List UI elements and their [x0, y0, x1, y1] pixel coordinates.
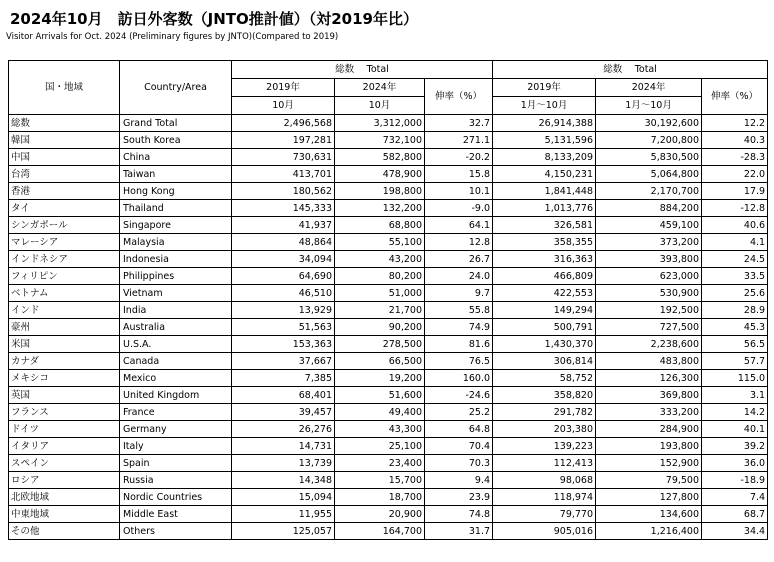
cell-oct-2024: 164,700 — [335, 523, 425, 540]
cell-ytd-2024: 2,170,700 — [596, 183, 702, 200]
cell-ytd-2019: 149,294 — [493, 302, 596, 319]
table-row — [9, 472, 768, 489]
header-cumulative-2019-period: 1月～10月 — [493, 97, 596, 115]
cell-oct-2019: 153,363 — [232, 336, 335, 353]
table-row — [9, 319, 768, 336]
cell-country-en: South Korea — [120, 132, 232, 149]
cell-oct-2019: 180,562 — [232, 183, 335, 200]
table-row — [9, 421, 768, 438]
table-row — [9, 336, 768, 353]
cell-country-jp: スペイン — [9, 455, 120, 472]
cell-oct-2024: 43,300 — [335, 421, 425, 438]
cell-ytd-2019: 8,133,209 — [493, 149, 596, 166]
header-cumulative-2024-year: 2024年 — [596, 79, 702, 97]
cell-ytd-growth: -28.3 — [702, 149, 768, 166]
cell-ytd-2024: 5,064,800 — [596, 166, 702, 183]
cell-oct-growth: 32.7 — [425, 115, 493, 132]
cell-country-jp: 台湾 — [9, 166, 120, 183]
cell-country-en: Thailand — [120, 200, 232, 217]
cell-ytd-2024: 884,200 — [596, 200, 702, 217]
cell-country-jp: フランス — [9, 404, 120, 421]
cell-oct-2024: 23,400 — [335, 455, 425, 472]
cell-country-jp: 英国 — [9, 387, 120, 404]
cell-oct-2019: 730,631 — [232, 149, 335, 166]
cell-ytd-2024: 134,600 — [596, 506, 702, 523]
cell-ytd-growth: 36.0 — [702, 455, 768, 472]
cell-oct-2019: 48,864 — [232, 234, 335, 251]
cell-ytd-2024: 530,900 — [596, 285, 702, 302]
cell-ytd-growth: 7.4 — [702, 489, 768, 506]
cell-ytd-2024: 79,500 — [596, 472, 702, 489]
cell-country-jp: インド — [9, 302, 120, 319]
cell-oct-growth: 160.0 — [425, 370, 493, 387]
header-cumulative-growth: 伸率（%） — [702, 79, 768, 115]
cell-ytd-2019: 98,068 — [493, 472, 596, 489]
cell-ytd-growth: 40.1 — [702, 421, 768, 438]
cell-country-en: Singapore — [120, 217, 232, 234]
cell-oct-2019: 37,667 — [232, 353, 335, 370]
cell-oct-2019: 13,929 — [232, 302, 335, 319]
cell-country-jp: カナダ — [9, 353, 120, 370]
cell-ytd-2024: 127,800 — [596, 489, 702, 506]
cell-country-jp: 韓国 — [9, 132, 120, 149]
cell-ytd-2024: 126,300 — [596, 370, 702, 387]
cell-oct-growth: 24.0 — [425, 268, 493, 285]
cell-oct-2019: 413,701 — [232, 166, 335, 183]
cell-country-en: France — [120, 404, 232, 421]
cell-ytd-growth: 4.1 — [702, 234, 768, 251]
cell-oct-growth: 74.9 — [425, 319, 493, 336]
cell-ytd-growth: 39.2 — [702, 438, 768, 455]
cell-ytd-2024: 483,800 — [596, 353, 702, 370]
cell-ytd-growth: 17.9 — [702, 183, 768, 200]
header-month-2019-period: 10月 — [232, 97, 335, 115]
cell-oct-growth: 64.1 — [425, 217, 493, 234]
cell-ytd-growth: 28.9 — [702, 302, 768, 319]
table-row — [9, 149, 768, 166]
cell-country-en: Russia — [120, 472, 232, 489]
table-row — [9, 404, 768, 421]
cell-oct-2019: 46,510 — [232, 285, 335, 302]
header-month-2024-year: 2024年 — [335, 79, 425, 97]
table-row — [9, 506, 768, 523]
cell-ytd-growth: 3.1 — [702, 387, 768, 404]
cell-oct-growth: -9.0 — [425, 200, 493, 217]
cell-ytd-2019: 326,581 — [493, 217, 596, 234]
cell-country-en: China — [120, 149, 232, 166]
cell-ytd-2019: 118,974 — [493, 489, 596, 506]
cell-ytd-2024: 373,200 — [596, 234, 702, 251]
cell-oct-growth: -20.2 — [425, 149, 493, 166]
table-row — [9, 200, 768, 217]
cell-ytd-2019: 26,914,388 — [493, 115, 596, 132]
cell-oct-2019: 7,385 — [232, 370, 335, 387]
cell-country-en: Vietnam — [120, 285, 232, 302]
cell-country-jp: ドイツ — [9, 421, 120, 438]
cell-oct-2019: 26,276 — [232, 421, 335, 438]
cell-ytd-growth: 24.5 — [702, 251, 768, 268]
cell-ytd-2019: 422,553 — [493, 285, 596, 302]
cell-oct-growth: 9.4 — [425, 472, 493, 489]
cell-ytd-growth: 25.6 — [702, 285, 768, 302]
cell-oct-2024: 49,400 — [335, 404, 425, 421]
cell-oct-growth: 271.1 — [425, 132, 493, 149]
cell-ytd-2019: 905,016 — [493, 523, 596, 540]
page-title: 2024年10月 訪日外客数（JNTO推計値）（対2019年比） — [10, 10, 418, 28]
cell-country-en: Indonesia — [120, 251, 232, 268]
cell-oct-2024: 198,800 — [335, 183, 425, 200]
cell-country-jp: 中東地域 — [9, 506, 120, 523]
cell-ytd-growth: 12.2 — [702, 115, 768, 132]
cell-oct-growth: 12.8 — [425, 234, 493, 251]
table-row — [9, 166, 768, 183]
cell-country-en: Spain — [120, 455, 232, 472]
table-row — [9, 268, 768, 285]
cell-country-en: Nordic Countries — [120, 489, 232, 506]
cell-ytd-2024: 7,200,800 — [596, 132, 702, 149]
cell-oct-2024: 55,100 — [335, 234, 425, 251]
cell-country-jp: メキシコ — [9, 370, 120, 387]
cell-ytd-growth: -12.8 — [702, 200, 768, 217]
cell-oct-2024: 20,900 — [335, 506, 425, 523]
cell-country-jp: インドネシア — [9, 251, 120, 268]
cell-country-en: Taiwan — [120, 166, 232, 183]
cell-ytd-growth: 22.0 — [702, 166, 768, 183]
table-row — [9, 234, 768, 251]
cell-oct-2019: 13,739 — [232, 455, 335, 472]
header-month-2024-period: 10月 — [335, 97, 425, 115]
table-row — [9, 489, 768, 506]
cell-ytd-2019: 58,752 — [493, 370, 596, 387]
cell-country-en: Italy — [120, 438, 232, 455]
cell-oct-growth: 74.8 — [425, 506, 493, 523]
cell-country-jp: ベトナム — [9, 285, 120, 302]
cell-oct-growth: 15.8 — [425, 166, 493, 183]
header-month-growth: 伸率（%） — [425, 79, 493, 115]
page-subtitle: Visitor Arrivals for Oct. 2024 (Preliminary figures by JNTO)(Compared to 2019) — [6, 32, 339, 42]
header-country-jp: 国・地域 — [9, 61, 120, 115]
table-row — [9, 455, 768, 472]
cell-oct-2024: 80,200 — [335, 268, 425, 285]
cell-ytd-2019: 1,013,776 — [493, 200, 596, 217]
header-country-en: Country/Area — [120, 61, 232, 115]
cell-oct-growth: 31.7 — [425, 523, 493, 540]
cell-ytd-growth: -18.9 — [702, 472, 768, 489]
cell-oct-2024: 278,500 — [335, 336, 425, 353]
table-row — [9, 251, 768, 268]
cell-oct-2019: 11,955 — [232, 506, 335, 523]
cell-ytd-2019: 306,814 — [493, 353, 596, 370]
cell-ytd-2024: 727,500 — [596, 319, 702, 336]
table-row — [9, 217, 768, 234]
cell-oct-growth: 81.6 — [425, 336, 493, 353]
cell-oct-growth: 76.5 — [425, 353, 493, 370]
cell-oct-2019: 2,496,568 — [232, 115, 335, 132]
cell-oct-growth: 9.7 — [425, 285, 493, 302]
cell-country-en: U.S.A. — [120, 336, 232, 353]
cell-oct-growth: 10.1 — [425, 183, 493, 200]
cell-ytd-2019: 316,363 — [493, 251, 596, 268]
cell-ytd-growth: 14.2 — [702, 404, 768, 421]
cell-ytd-2019: 466,809 — [493, 268, 596, 285]
cell-oct-2024: 582,800 — [335, 149, 425, 166]
cell-country-jp: シンガポール — [9, 217, 120, 234]
cell-oct-growth: 55.8 — [425, 302, 493, 319]
cell-country-jp: 豪州 — [9, 319, 120, 336]
cell-country-en: Others — [120, 523, 232, 540]
cell-oct-2019: 145,333 — [232, 200, 335, 217]
cell-country-jp: ロシア — [9, 472, 120, 489]
cell-oct-growth: 26.7 — [425, 251, 493, 268]
cell-ytd-2024: 5,830,500 — [596, 149, 702, 166]
cell-ytd-2019: 358,820 — [493, 387, 596, 404]
cell-ytd-2024: 152,900 — [596, 455, 702, 472]
cell-country-en: India — [120, 302, 232, 319]
cell-oct-2024: 90,200 — [335, 319, 425, 336]
cell-ytd-2019: 112,413 — [493, 455, 596, 472]
cell-country-en: Canada — [120, 353, 232, 370]
table-row — [9, 523, 768, 540]
cell-oct-growth: 70.3 — [425, 455, 493, 472]
cell-oct-2024: 132,200 — [335, 200, 425, 217]
cell-ytd-2019: 79,770 — [493, 506, 596, 523]
cell-oct-2024: 43,200 — [335, 251, 425, 268]
cell-ytd-2024: 192,500 — [596, 302, 702, 319]
cell-ytd-2019: 203,380 — [493, 421, 596, 438]
cell-ytd-growth: 115.0 — [702, 370, 768, 387]
cell-oct-growth: 64.8 — [425, 421, 493, 438]
cell-oct-2019: 51,563 — [232, 319, 335, 336]
cell-oct-growth: 23.9 — [425, 489, 493, 506]
cell-oct-2024: 21,700 — [335, 302, 425, 319]
cell-country-jp: 総数 — [9, 115, 120, 132]
table-row — [9, 438, 768, 455]
header-month-2019-year: 2019年 — [232, 79, 335, 97]
cell-ytd-growth: 57.7 — [702, 353, 768, 370]
cell-ytd-growth: 34.4 — [702, 523, 768, 540]
cell-oct-2024: 51,000 — [335, 285, 425, 302]
cell-oct-2024: 66,500 — [335, 353, 425, 370]
cell-oct-2019: 14,731 — [232, 438, 335, 455]
table-row — [9, 387, 768, 404]
header-cumulative-2019-year: 2019年 — [493, 79, 596, 97]
cell-ytd-2019: 1,841,448 — [493, 183, 596, 200]
cell-oct-2024: 3,312,000 — [335, 115, 425, 132]
cell-ytd-2024: 623,000 — [596, 268, 702, 285]
cell-country-jp: 北欧地域 — [9, 489, 120, 506]
cell-country-en: Grand Total — [120, 115, 232, 132]
cell-oct-2019: 14,348 — [232, 472, 335, 489]
cell-ytd-2024: 393,800 — [596, 251, 702, 268]
cell-oct-2024: 19,200 — [335, 370, 425, 387]
cell-ytd-2024: 284,900 — [596, 421, 702, 438]
cell-country-jp: 中国 — [9, 149, 120, 166]
cell-country-jp: イタリア — [9, 438, 120, 455]
cell-country-en: Hong Kong — [120, 183, 232, 200]
cell-country-en: Germany — [120, 421, 232, 438]
table-row — [9, 370, 768, 387]
cell-oct-2019: 125,057 — [232, 523, 335, 540]
cell-country-en: United Kingdom — [120, 387, 232, 404]
cell-ytd-growth: 33.5 — [702, 268, 768, 285]
cell-oct-2024: 18,700 — [335, 489, 425, 506]
cell-oct-2024: 51,600 — [335, 387, 425, 404]
table-row — [9, 115, 768, 132]
table-row — [9, 353, 768, 370]
cell-oct-2024: 15,700 — [335, 472, 425, 489]
cell-country-jp: その他 — [9, 523, 120, 540]
cell-oct-growth: 70.4 — [425, 438, 493, 455]
table-row — [9, 285, 768, 302]
cell-oct-growth: 25.2 — [425, 404, 493, 421]
cell-oct-growth: -24.6 — [425, 387, 493, 404]
cell-ytd-2019: 4,150,231 — [493, 166, 596, 183]
table-row — [9, 132, 768, 149]
cell-country-en: Malaysia — [120, 234, 232, 251]
cell-country-jp: 香港 — [9, 183, 120, 200]
cell-country-en: Middle East — [120, 506, 232, 523]
cell-ytd-2024: 1,216,400 — [596, 523, 702, 540]
cell-country-jp: フィリピン — [9, 268, 120, 285]
cell-ytd-growth: 68.7 — [702, 506, 768, 523]
cell-country-en: Australia — [120, 319, 232, 336]
cell-ytd-2024: 30,192,600 — [596, 115, 702, 132]
cell-ytd-growth: 56.5 — [702, 336, 768, 353]
cell-ytd-2019: 291,782 — [493, 404, 596, 421]
cell-country-en: Philippines — [120, 268, 232, 285]
header-cumulative-2024-period: 1月～10月 — [596, 97, 702, 115]
cell-oct-2019: 64,690 — [232, 268, 335, 285]
cell-ytd-2019: 500,791 — [493, 319, 596, 336]
cell-country-jp: マレーシア — [9, 234, 120, 251]
cell-country-en: Mexico — [120, 370, 232, 387]
cell-ytd-2024: 2,238,600 — [596, 336, 702, 353]
cell-ytd-2019: 358,355 — [493, 234, 596, 251]
cell-oct-2024: 478,900 — [335, 166, 425, 183]
cell-oct-2024: 732,100 — [335, 132, 425, 149]
table-body — [9, 115, 768, 540]
cell-ytd-2024: 333,200 — [596, 404, 702, 421]
cell-oct-2019: 34,094 — [232, 251, 335, 268]
cell-oct-2024: 68,800 — [335, 217, 425, 234]
cell-ytd-growth: 45.3 — [702, 319, 768, 336]
visitor-arrivals-table — [8, 60, 768, 540]
cell-oct-2019: 197,281 — [232, 132, 335, 149]
header-cumulative-total: 総数 Total — [493, 61, 768, 79]
cell-ytd-2024: 369,800 — [596, 387, 702, 404]
cell-oct-2024: 25,100 — [335, 438, 425, 455]
cell-ytd-2024: 459,100 — [596, 217, 702, 234]
table-row — [9, 302, 768, 319]
cell-ytd-2024: 193,800 — [596, 438, 702, 455]
cell-country-jp: タイ — [9, 200, 120, 217]
cell-country-jp: 米国 — [9, 336, 120, 353]
cell-oct-2019: 41,937 — [232, 217, 335, 234]
cell-ytd-growth: 40.3 — [702, 132, 768, 149]
table-row — [9, 183, 768, 200]
cell-oct-2019: 39,457 — [232, 404, 335, 421]
cell-oct-2019: 15,094 — [232, 489, 335, 506]
cell-ytd-2019: 1,430,370 — [493, 336, 596, 353]
header-month-total: 総数 Total — [232, 61, 493, 79]
cell-ytd-2019: 139,223 — [493, 438, 596, 455]
cell-ytd-growth: 40.6 — [702, 217, 768, 234]
cell-ytd-2019: 5,131,596 — [493, 132, 596, 149]
cell-oct-2019: 68,401 — [232, 387, 335, 404]
